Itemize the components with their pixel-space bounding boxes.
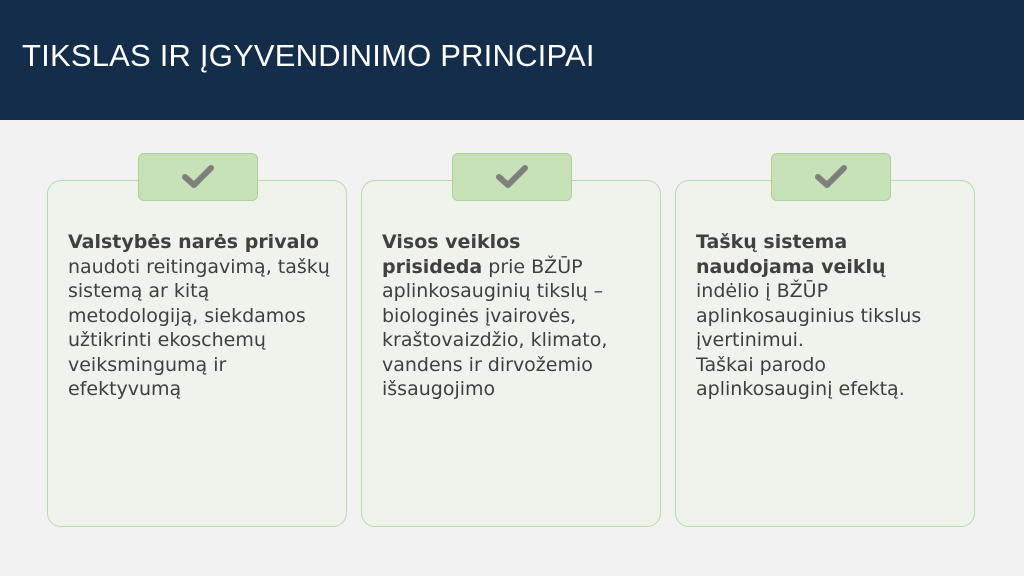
card-2-text <box>382 230 620 402</box>
card-2-tab <box>452 153 572 201</box>
slide-title: TIKSLAS IR ĮGYVENDINIMO PRINCIPAI <box>22 38 595 73</box>
title-bar <box>0 0 1024 120</box>
card-1-tab <box>138 153 258 201</box>
checkmark-icon <box>181 164 215 190</box>
card-3-body: indėlio į BŽŪP aplinkosauginius tikslus įvertinimui. <box>696 280 922 351</box>
card-2-bold: Visos veiklos prisideda <box>382 231 521 278</box>
principle-card-1 <box>47 180 347 527</box>
principle-card-2 <box>361 180 661 527</box>
card-3-tab <box>771 153 891 201</box>
card-3-text <box>696 230 948 402</box>
card-1-body: naudoti reitingavimą, taškų sistemą ar kitą metodologiją, siekdamos užtikrinti ekoschemų veiksmingumą ir efektyvumą <box>68 255 330 400</box>
card-1-bold: Valstybės narės privalo <box>68 231 319 253</box>
card-1-text <box>68 230 332 402</box>
principle-card-3 <box>675 180 975 527</box>
card-2-body: prie BŽŪP aplinkosauginių tikslų – biologinės įvairovės, kraštovaizdžio, klimato, vandens ir dirvožemio išsaugojimo <box>382 255 608 400</box>
card-3-bold: Taškų sistema naudojama veiklų <box>696 231 886 278</box>
checkmark-icon <box>814 164 848 190</box>
card-3-body-2: Taškai parodo aplinkosauginį efektą. <box>696 353 905 400</box>
checkmark-icon <box>495 164 529 190</box>
